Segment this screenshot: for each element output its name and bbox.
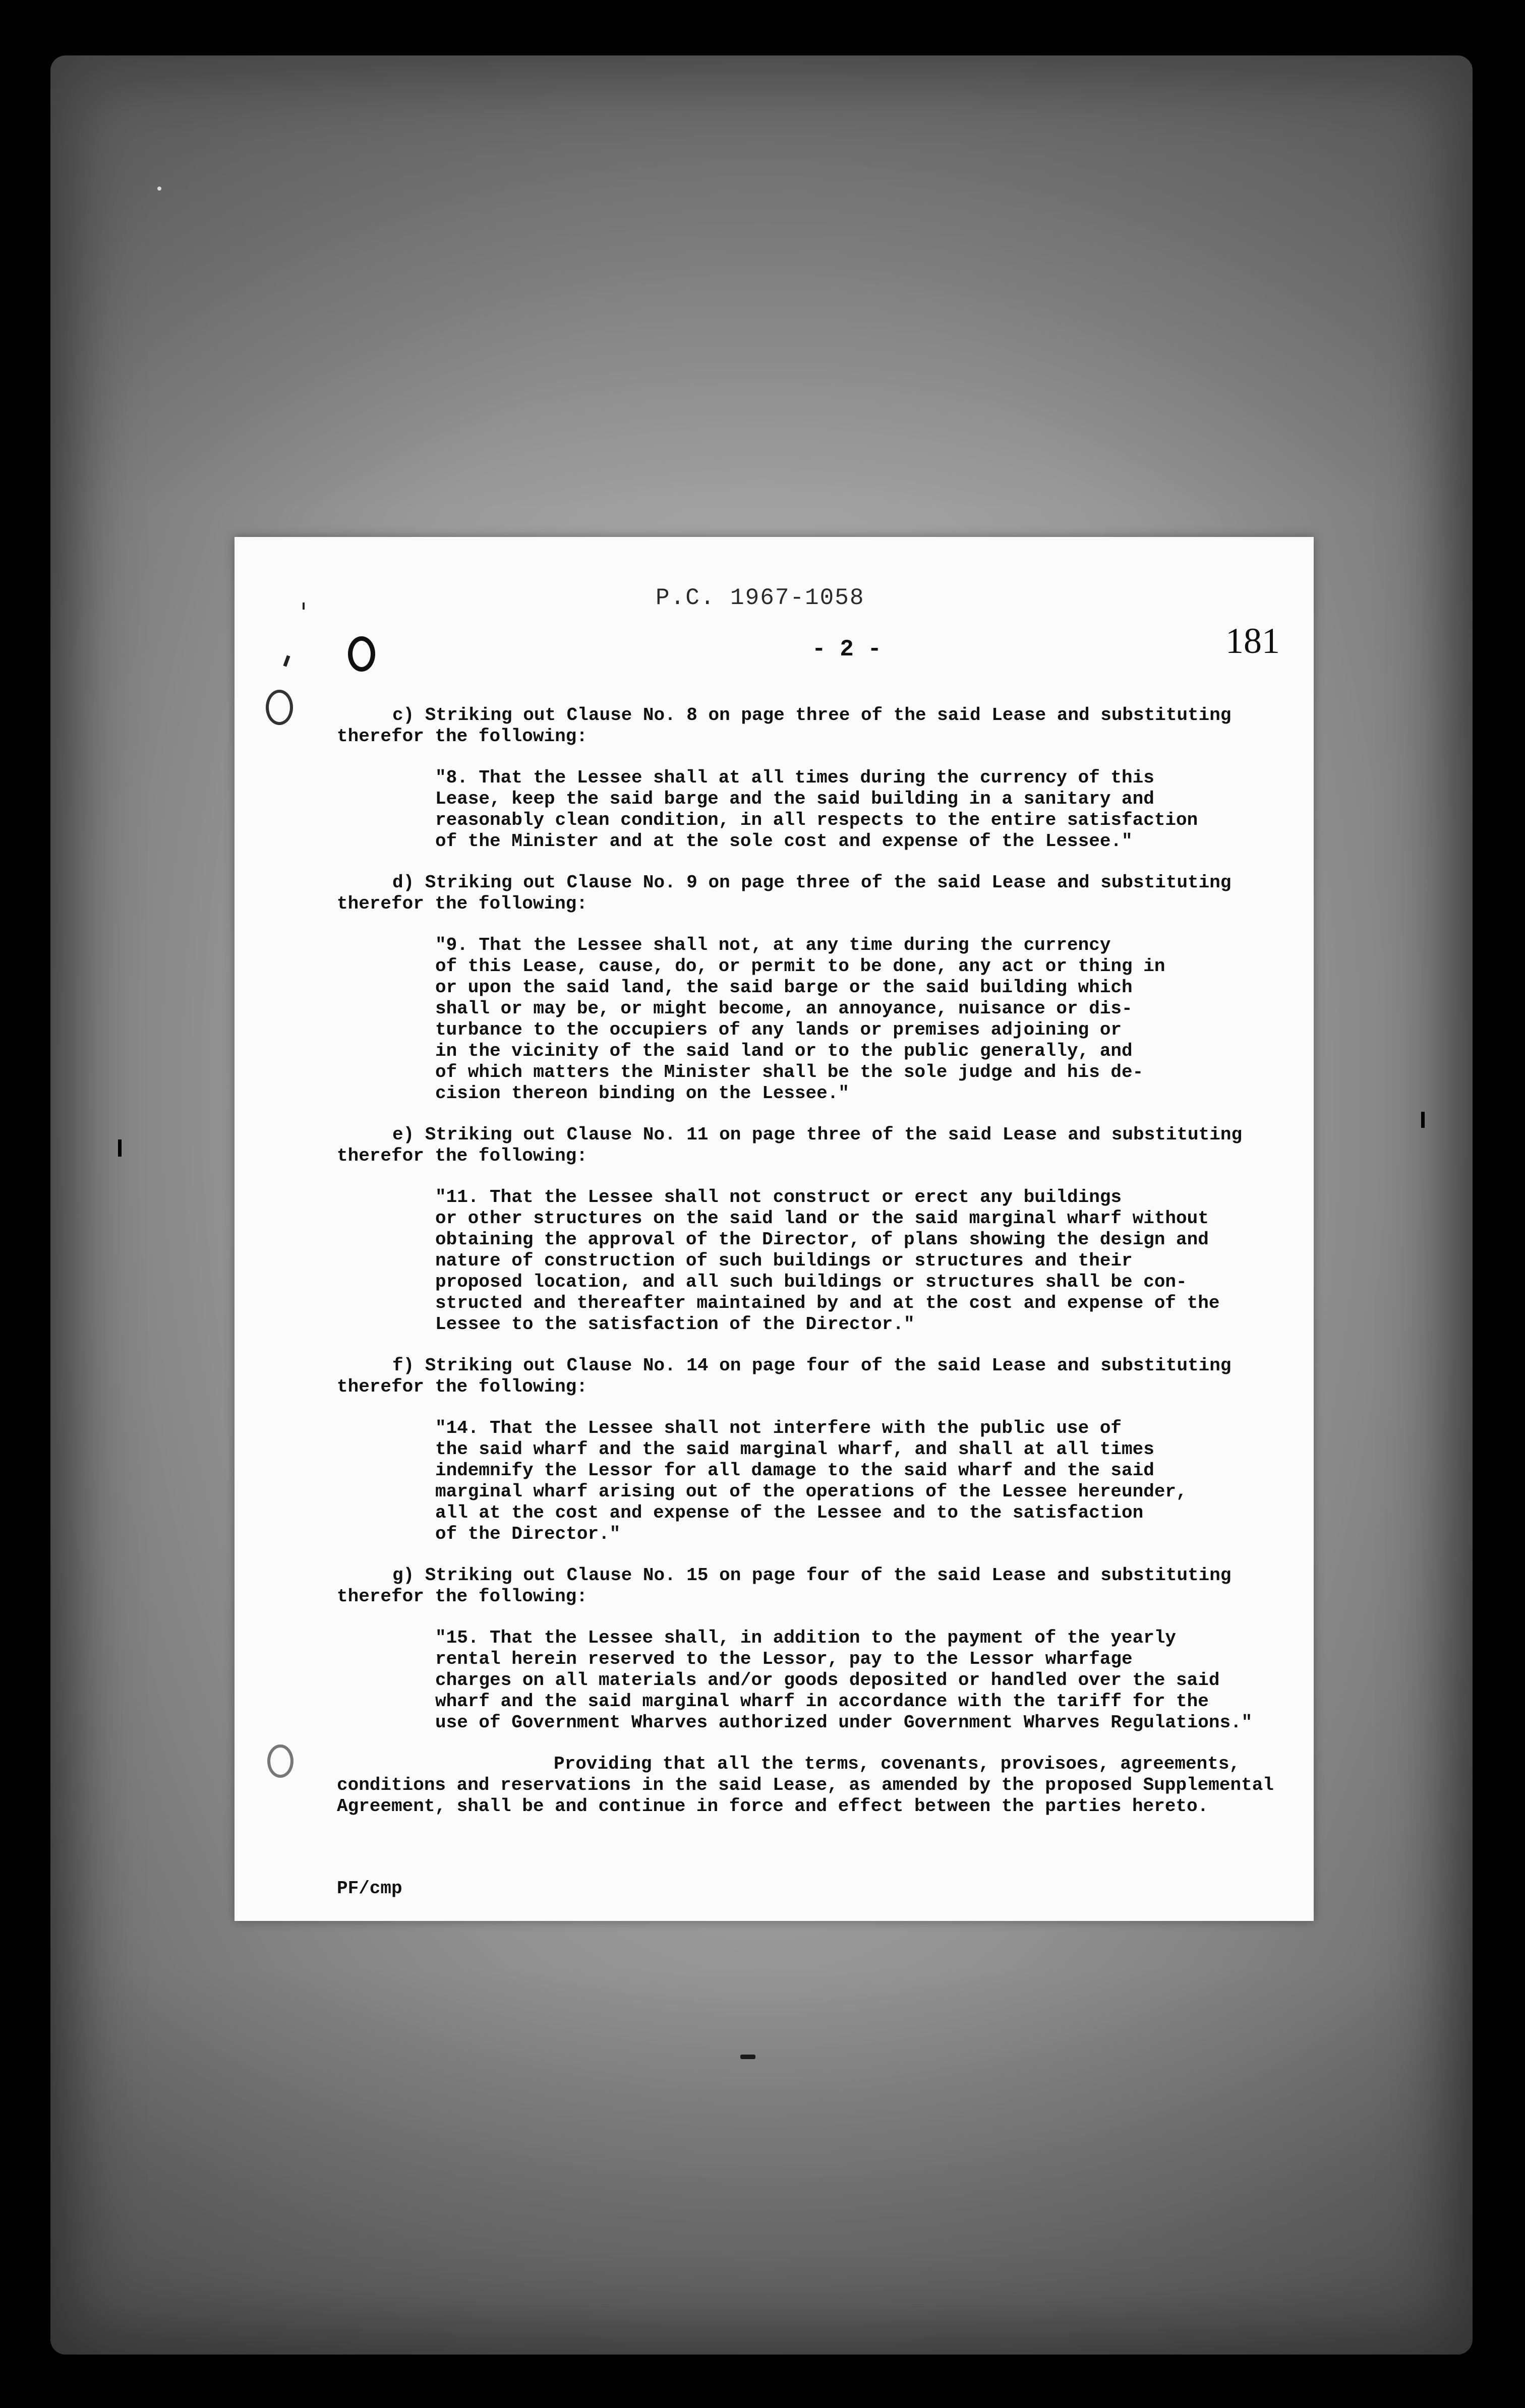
amendment-d xyxy=(337,872,1305,1104)
film-dash-mark xyxy=(740,2055,755,2059)
clause-line: "15. That the Lessee shall, in addition to the payment of the yearly xyxy=(435,1628,1177,1648)
clause-14-text xyxy=(337,1418,1305,1545)
amendment-intro xyxy=(337,1565,1305,1607)
margin-o-mark xyxy=(348,636,375,672)
amendment-intro xyxy=(337,1355,1305,1398)
typist-initials: PF/cmp xyxy=(337,1878,402,1899)
clause-line: "11. That the Lessee shall not construct or erect any buildings xyxy=(435,1187,1122,1208)
film-speck xyxy=(157,187,161,191)
clause-15-text xyxy=(337,1628,1305,1733)
clause-line: turbance to the occupiers of any lands or premises adjoining or xyxy=(435,1019,1122,1040)
proviso-line: Agreement, shall be and continue in force and effect between the parties hereto. xyxy=(337,1796,1209,1817)
amendment-c xyxy=(337,705,1305,852)
intro-line: therefor the following: xyxy=(337,1146,588,1166)
intro-line: therefor the following: xyxy=(337,893,588,914)
proviso-line: conditions and reservations in the said Lease, as amended by the proposed Supplemental xyxy=(337,1775,1274,1795)
clause-line: of the Director." xyxy=(435,1524,621,1544)
clause-line: in the vicinity of the said land or to the public generally, and xyxy=(435,1041,1133,1061)
amendment-g xyxy=(337,1565,1305,1733)
clause-9-text xyxy=(337,935,1305,1104)
page-indicator: - 2 - xyxy=(812,636,882,663)
backdrop-shadow-top xyxy=(50,55,1473,509)
clause-line: charges on all materials and/or goods deposited or handled over the said xyxy=(435,1670,1220,1691)
document-body xyxy=(337,705,1305,1817)
clause-11-text xyxy=(337,1187,1305,1335)
amendment-intro xyxy=(337,1124,1305,1167)
clause-line: cision thereon binding on the Lessee." xyxy=(435,1083,849,1104)
proviso-paragraph xyxy=(337,1754,1305,1817)
clause-line: indemnify the Lessor for all damage to the said wharf and the said xyxy=(435,1460,1154,1481)
intro-line: therefor the following: xyxy=(337,726,588,747)
amendment-e xyxy=(337,1124,1305,1335)
clause-line: proposed location, and all such buildings or structures shall be con- xyxy=(435,1272,1187,1292)
clause-line: marginal wharf arising out of the operations of the Lessee hereunder, xyxy=(435,1481,1187,1502)
clause-line: or other structures on the said land or the said marginal wharf without xyxy=(435,1208,1209,1229)
clause-line: the said wharf and the said marginal wharf, and shall at all times xyxy=(435,1439,1154,1460)
film-edge-mark-left xyxy=(118,1139,122,1157)
order-in-council-reference: P.C. 1967-1058 xyxy=(656,585,865,611)
clause-line: of the Minister and at the sole cost and expense of the Lessee." xyxy=(435,831,1133,852)
proviso-line: Providing that all the terms, covenants, provisoes, agreements, xyxy=(554,1754,1241,1774)
folio-number: 181 xyxy=(1225,621,1280,661)
clause-line: of this Lease, cause, do, or permit to be done, any act or thing in xyxy=(435,956,1165,977)
clause-line: wharf and the said marginal wharf in accordance with the tariff for the xyxy=(435,1691,1209,1712)
backdrop-shadow-bottom xyxy=(50,1966,1473,2355)
clause-line: of which matters the Minister shall be the sole judge and his de- xyxy=(435,1062,1144,1082)
clause-line: reasonably clean condition, in all respects to the entire satisfaction xyxy=(435,810,1198,830)
clause-line: nature of construction of such buildings or structures and their xyxy=(435,1250,1133,1271)
intro-line: f) Striking out Clause No. 14 on page four of the said Lease and substituting xyxy=(392,1355,1231,1376)
clause-line: shall or may be, or might become, an annoyance, nuisance or dis- xyxy=(435,998,1133,1019)
punch-hole-upper xyxy=(266,690,293,725)
clause-line: all at the cost and expense of the Lessee and to the satisfaction xyxy=(435,1502,1144,1523)
clause-line: "9. That the Lessee shall not, at any time during the currency xyxy=(435,935,1111,955)
film-edge-mark-right xyxy=(1421,1112,1425,1128)
clause-line: structed and thereafter maintained by and at the cost and expense of the xyxy=(435,1293,1220,1313)
margin-tick-mark xyxy=(303,603,305,610)
intro-line: therefor the following: xyxy=(337,1586,588,1607)
clause-line: use of Government Wharves authorized under Government Wharves Regulations." xyxy=(435,1712,1253,1733)
punch-hole-lower xyxy=(267,1744,294,1778)
intro-line: e) Striking out Clause No. 11 on page three of the said Lease and substituting xyxy=(392,1124,1243,1145)
clause-8-text xyxy=(337,767,1305,852)
clause-line: or upon the said land, the said barge or the said building which xyxy=(435,977,1133,998)
intro-line: therefor the following: xyxy=(337,1376,588,1397)
amendment-intro xyxy=(337,872,1305,915)
intro-line: c) Striking out Clause No. 8 on page three of the said Lease and substituting xyxy=(392,705,1231,726)
clause-line: obtaining the approval of the Director, of plans showing the design and xyxy=(435,1229,1209,1250)
intro-line: d) Striking out Clause No. 9 on page three of the said Lease and substituting xyxy=(392,872,1231,893)
amendment-intro xyxy=(337,705,1305,747)
clause-line: "8. That the Lessee shall at all times during the currency of this xyxy=(435,767,1154,788)
intro-line: g) Striking out Clause No. 15 on page four of the said Lease and substituting xyxy=(392,1565,1231,1586)
clause-line: "14. That the Lessee shall not interfere with the public use of xyxy=(435,1418,1122,1438)
clause-line: Lease, keep the said barge and the said building in a sanitary and xyxy=(435,789,1154,809)
amendment-f xyxy=(337,1355,1305,1545)
clause-line: Lessee to the satisfaction of the Director." xyxy=(435,1314,915,1335)
clause-line: rental herein reserved to the Lessor, pay to the Lessor wharfage xyxy=(435,1649,1133,1669)
